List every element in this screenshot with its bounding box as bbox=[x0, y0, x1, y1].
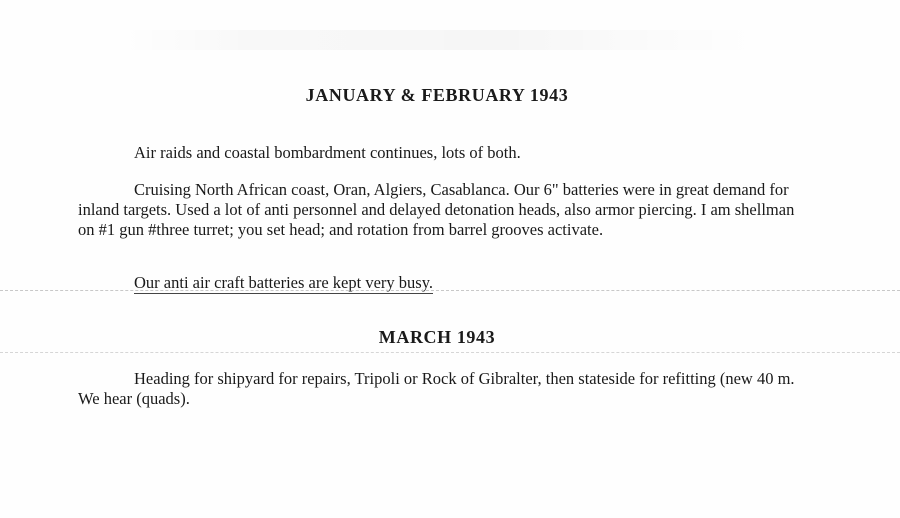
page-fold-line bbox=[0, 290, 900, 291]
section-heading-march-1943: MARCH 1943 bbox=[378, 327, 496, 347]
paragraph-shipyard: Heading for shipyard for repairs, Tripoli or Rock of Gibralter, then stateside for refitting (new 40 m. We hear (quads). bbox=[78, 369, 795, 408]
section-heading-jan-feb-1943: JANUARY & FEBRUARY 1943 bbox=[305, 85, 569, 105]
paragraph-air-raids: Air raids and coastal bombardment continues, lots of both. bbox=[134, 143, 521, 162]
paragraph-cruising: Cruising North African coast, Oran, Algiers, Casablanca. Our 6" batteries were in great demand for inland targets. Used a lot of anti personnel and delayed detonation heads, also armor piercing. I am shellman on #1 gun #three turret; you set head; and rotation from barrel grooves activate. bbox=[78, 180, 795, 239]
paragraph-anti-aircraft-text: Our anti air craft batteries are kept very busy. bbox=[134, 273, 434, 292]
scan-smudge bbox=[120, 30, 760, 50]
page-fold-line bbox=[0, 352, 900, 353]
